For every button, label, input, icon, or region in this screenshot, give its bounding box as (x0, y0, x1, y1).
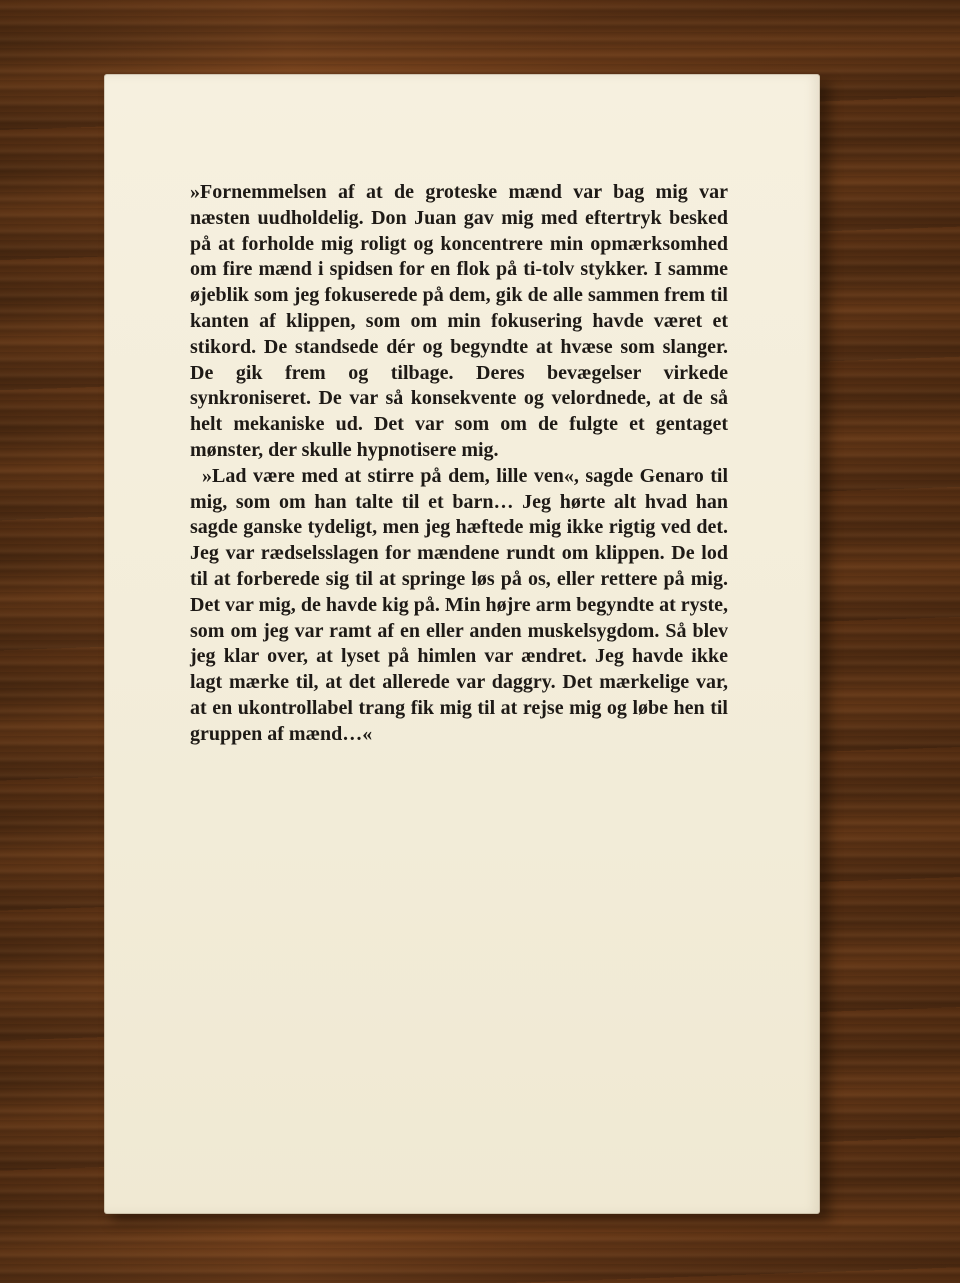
blurb-paragraph-2: »Lad være med at stirre på dem, lille ven«, sagde Genaro til mig, som om han talte til et barn… Jeg hørte alt hvad han sagde ganske tydeligt, men jeg hæftede mig ikke rigtig ved det. Jeg var rædselsslagen for mændene rundt om klippen. De lod til at forberede sig til at springe løs på os, eller rettere på mig. Det var mig, de havde kig på. Min højre arm begyndte at ryste, som om jeg var ramt af en eller anden muskelsygdom. Så blev jeg klar over, at lyset på himlen var ændret. Jeg havde ikke lagt mærke til, at det allerede var daggry. Det mærkelige var, at en ukontrollabel trang fik mig til at rejse mig og løbe hen til gruppen af mænd…« (190, 464, 728, 745)
blurb-paragraph-1: »Fornemmelsen af at de groteske mænd var bag mig var næsten uudholdelig. Don Juan gav mig med eftertryk besked på at forholde mig roligt og koncentrere min opmærksomhed om fire mænd i spidsen for en flok på ti-tolv stykker. I samme øjeblik som jeg fokuserede på dem, gik de alle sammen frem til kanten af klippen, som om min fokusering havde været et stikord. De standsede dér og begyndte at hvæse som slanger. De gik frem og tilbage. Deres bevægelser virkede synkroniseret. De var så konsekvente og velordnede, at de så helt mekaniske ud. Det var som om de fulgte et gentaget mønster, der skulle hypnotisere mig. (190, 181, 728, 461)
blurb-text (190, 180, 728, 748)
book-back-cover (104, 74, 820, 1214)
